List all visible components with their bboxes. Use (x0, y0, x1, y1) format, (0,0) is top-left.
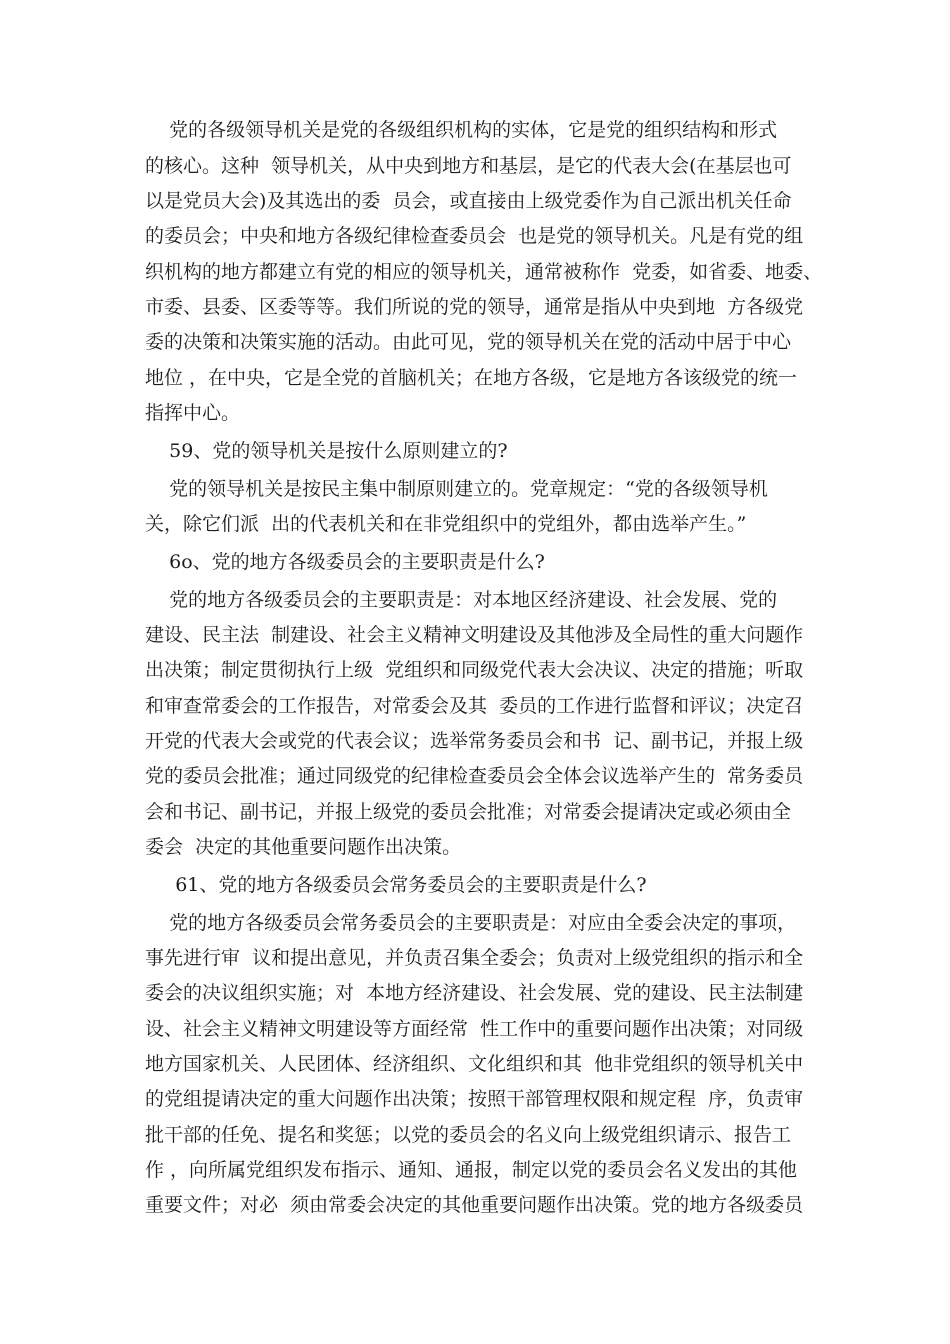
paragraph-1-line: 的核心。这种 领导机关，从中央到地方和基层，是它的代表大会(在基层也可 (145, 155, 792, 177)
answer-60-line: 会和书记、副书记，并报上级党的委员会批准；对常委会提请决定或必须由全 (145, 801, 792, 823)
answer-60-line: 和审查常委会的工作报告，对常委会及其 委员的工作进行监督和评议；决定召 (145, 695, 804, 717)
question-59-heading: 59、党的领导机关是按什么原则建立的? (145, 440, 508, 462)
question-60-heading: 6o、党的地方各级委员会的主要职责是什么? (145, 551, 545, 573)
paragraph-1-line: 织机构的地方都建立有党的相应的领导机关，通常被称作 党委，如省委、地委、 (145, 261, 823, 283)
paragraph-1-line: 地位 ，在中央，它是全党的首脑机关；在地方各级，它是地方各该级党的统一 (145, 367, 798, 389)
answer-59-line: 关，除它们派 出的代表机关和在非党组织中的党组外，都由选举产生。” (145, 513, 747, 535)
answer-61-line: 委会的决议组织实施；对 本地方经济建设、社会发展、党的建设、民主法制建 (145, 982, 804, 1004)
answer-61-line: 的党组提请决定的重大问题作出决策；按照干部管理权限和规定程 序，负责审 (145, 1088, 804, 1110)
paragraph-1-line: 以是党员大会)及其选出的委 员会，或直接由上级党委作为自己派出机关任命 (145, 190, 792, 212)
paragraph-1-line: 指挥中心。 (145, 402, 241, 424)
paragraph-1-line: 党的各级领导机关是党的各级组织机构的实体，它是党的组织结构和形式 (145, 119, 778, 141)
answer-60-line: 建设、民主法 制建设、社会主义精神文明建设及其他涉及全局性的重大问题作 (145, 624, 804, 646)
paragraph-1-line: 市委、县委、区委等等。我们所说的党的领导，通常是指从中央到地 方各级党 (145, 296, 804, 318)
answer-61-line: 事先进行审 议和提出意见，并负责召集全委会；负责对上级党组织的指示和全 (145, 947, 804, 969)
answer-61-line: 重要文件；对必 须由常委会决定的其他重要问题作出决策。党的地方各级委员 (145, 1194, 804, 1216)
answer-61-line: 作 ，向所属党组织发布指示、通知、通报，制定以党的委员会名义发出的其他 (145, 1159, 798, 1181)
answer-60-line: 党的委员会批准；通过同级党的纪律检查委员会全体会议选举产生的 常务委员 (145, 765, 804, 787)
answer-61-line: 批干部的任免、提名和奖惩；以党的委员会的名义向上级党组织请示、报告工 (145, 1124, 792, 1146)
paragraph-1-line: 委的决策和决策实施的活动。由此可见，党的领导机关在党的活动中居于中心 (145, 331, 792, 353)
answer-61-line: 设、社会主义精神文明建设等方面经常 性工作中的重要问题作出决策；对同级 (145, 1018, 804, 1040)
answer-61-line: 地方国家机关、人民团体、经济组织、文化组织和其 他非党组织的领导机关中 (145, 1053, 804, 1075)
question-61-heading: 61、党的地方各级委员会常务委员会的主要职责是什么? (145, 874, 647, 896)
answer-60-line: 开党的代表大会或党的代表会议；选举常务委员会和书 记、副书记，并报上级 (145, 730, 804, 752)
paragraph-1-line: 的委员会；中央和地方各级纪律检查委员会 也是党的领导机关。凡是有党的组 (145, 225, 804, 247)
answer-60-line: 委会 决定的其他重要问题作出决策。 (145, 836, 462, 858)
answer-59-line: 党的领导机关是按民主集中制原则建立的。党章规定：“党的各级领导机 (145, 478, 768, 500)
answer-61-line: 党的地方各级委员会常务委员会的主要职责是：对应由全委会决定的事项， (145, 912, 797, 934)
answer-60-line: 党的地方各级委员会的主要职责是：对本地区经济建设、社会发展、党的 (145, 589, 778, 611)
answer-60-line: 出决策；制定贯彻执行上级 党组织和同级党代表大会决议、决定的措施；听取 (145, 659, 804, 681)
